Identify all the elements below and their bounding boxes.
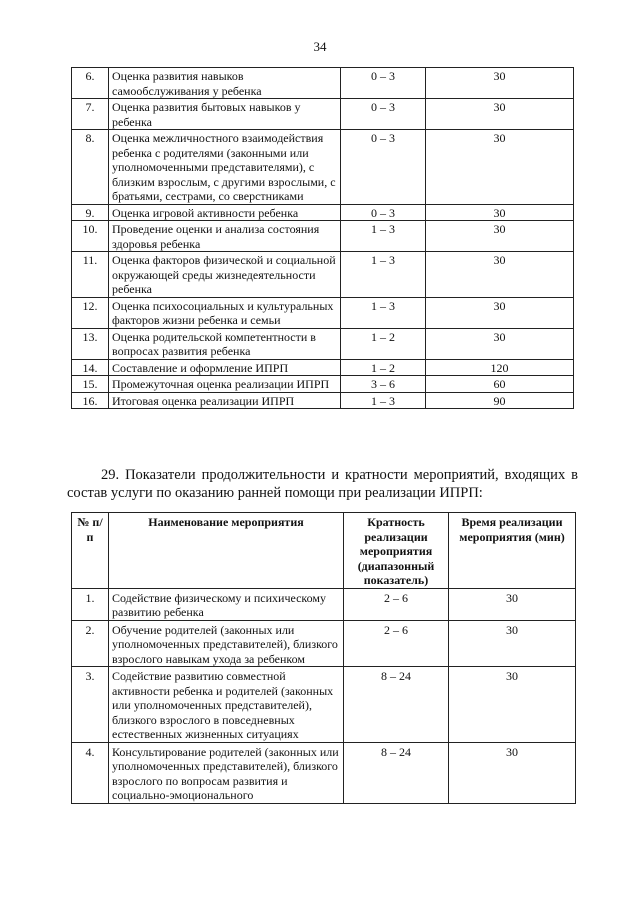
activity-name: Проведение оценки и анализа состояния здоровья ребенка [109, 221, 341, 252]
frequency-range: 0 – 3 [341, 204, 426, 221]
frequency-range: 0 – 3 [341, 130, 426, 205]
activities-table-continued [71, 67, 574, 409]
table-row [72, 392, 574, 409]
activity-name: Составление и оформление ИПРП [109, 359, 341, 376]
table-row [72, 742, 576, 803]
table-row [72, 297, 574, 328]
row-number: 6. [72, 68, 109, 99]
table-row [72, 252, 574, 298]
row-number: 13. [72, 328, 109, 359]
row-number: 8. [72, 130, 109, 205]
frequency-range: 2 – 6 [344, 620, 449, 667]
activity-name: Оценка развития бытовых навыков у ребенка [109, 99, 341, 130]
duration-minutes: 30 [449, 620, 576, 667]
activity-name: Консультирование родителей (законных или уполномоченных представителей), близкого взрослого по вопросам развития и социально-эмоционального [109, 742, 344, 803]
table-row [72, 130, 574, 205]
header-frequency: Кратность реализации мероприятия (диапазонный показатель) [344, 513, 449, 589]
activity-name: Содействие развитию совместной активности ребенка и родителей (законных или уполномоченных представителей), близкого взрослого в повседневных естественных жизненных ситуациях [109, 667, 344, 743]
activity-name: Итоговая оценка реализации ИПРП [109, 392, 341, 409]
frequency-range: 1 – 3 [341, 221, 426, 252]
row-number: 12. [72, 297, 109, 328]
row-number: 4. [72, 742, 109, 803]
frequency-range: 3 – 6 [341, 376, 426, 393]
duration-minutes: 90 [426, 392, 574, 409]
duration-minutes: 30 [426, 204, 574, 221]
row-number: 2. [72, 620, 109, 667]
duration-minutes: 30 [449, 742, 576, 803]
duration-minutes: 120 [426, 359, 574, 376]
row-number: 15. [72, 376, 109, 393]
duration-minutes: 30 [426, 297, 574, 328]
activity-name: Оценка игровой активности ребенка [109, 204, 341, 221]
frequency-range: 1 – 3 [341, 392, 426, 409]
table-row [72, 359, 574, 376]
activity-name: Оценка межличностного взаимодействия ребенка с родителями (законными или уполномоченными представителями), с близким взрослым, с другими взрослыми, с братьями, сестрами, со сверстниками [109, 130, 341, 205]
section-29-paragraph: 29. Показатели продолжительности и кратности мероприятий, входящих в состав услуги по оказанию ранней помощи при реализации ИПРП: [67, 467, 578, 501]
table-row [72, 667, 576, 743]
table-row [72, 221, 574, 252]
duration-minutes: 30 [449, 588, 576, 620]
header-number: № п/п [72, 513, 109, 589]
row-number: 7. [72, 99, 109, 130]
frequency-range: 0 – 3 [341, 99, 426, 130]
table-row [72, 620, 576, 667]
frequency-range: 1 – 3 [341, 297, 426, 328]
duration-minutes: 30 [426, 68, 574, 99]
row-number: 3. [72, 667, 109, 743]
frequency-range: 8 – 24 [344, 667, 449, 743]
row-number: 11. [72, 252, 109, 298]
frequency-range: 0 – 3 [341, 68, 426, 99]
page-number: 34 [313, 39, 327, 54]
duration-minutes: 30 [426, 130, 574, 205]
table-row [72, 588, 576, 620]
activity-name: Оценка факторов физической и социальной окружающей среды жизнедеятельности ребенка [109, 252, 341, 298]
table-row [72, 99, 574, 130]
duration-minutes: 30 [426, 252, 574, 298]
activity-name: Содействие физическому и психическому развитию ребенка [109, 588, 344, 620]
frequency-range: 1 – 2 [341, 328, 426, 359]
row-number: 16. [72, 392, 109, 409]
table-row [72, 68, 574, 99]
row-number: 10. [72, 221, 109, 252]
table-row [72, 204, 574, 221]
table-header-row [72, 513, 576, 589]
activity-name: Оценка психосоциальных и культуральных факторов жизни ребенка и семьи [109, 297, 341, 328]
activity-name: Промежуточная оценка реализации ИПРП [109, 376, 341, 393]
table-row [72, 328, 574, 359]
frequency-range: 2 – 6 [344, 588, 449, 620]
activity-name: Оценка родительской компетентности в вопросах развития ребенка [109, 328, 341, 359]
duration-minutes: 60 [426, 376, 574, 393]
duration-minutes: 30 [449, 667, 576, 743]
activity-name: Оценка развития навыков самообслуживания у ребенка [109, 68, 341, 99]
row-number: 9. [72, 204, 109, 221]
row-number: 14. [72, 359, 109, 376]
frequency-range: 8 – 24 [344, 742, 449, 803]
activities-duration-table [71, 512, 576, 804]
row-number: 1. [72, 588, 109, 620]
duration-minutes: 30 [426, 221, 574, 252]
frequency-range: 1 – 3 [341, 252, 426, 298]
duration-minutes: 30 [426, 99, 574, 130]
table-row [72, 376, 574, 393]
activity-name: Обучение родителей (законных или уполномоченных представителей), близкого взрослого навыкам ухода за ребенком [109, 620, 344, 667]
header-duration: Время реализации мероприятия (мин) [449, 513, 576, 589]
header-activity-name: Наименование мероприятия [109, 513, 344, 589]
frequency-range: 1 – 2 [341, 359, 426, 376]
duration-minutes: 30 [426, 328, 574, 359]
